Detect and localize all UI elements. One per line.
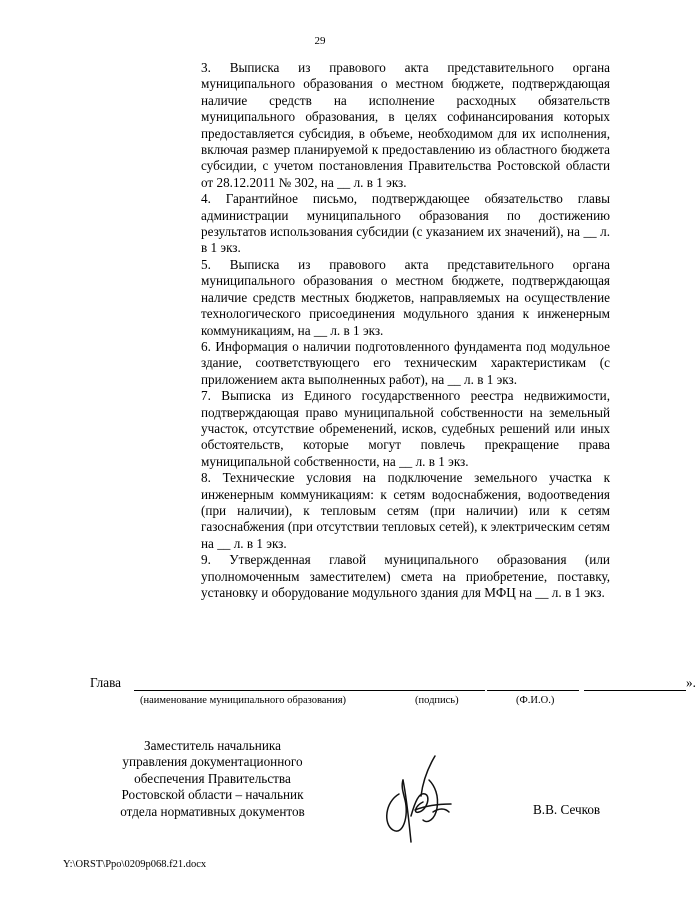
list-item: 6. Информация о наличии подготовленного фундамента под модульное здание, соответствующего его техническим характеристикам (с приложением акта выполненных работ), на __ л. в 1 экз. xyxy=(201,338,610,387)
page-number: 29 xyxy=(314,35,326,47)
position-line: обеспечения Правительства xyxy=(134,770,291,786)
name-blank-line xyxy=(584,690,686,691)
municipality-blank-line xyxy=(134,690,485,691)
position-line: управления документационного xyxy=(122,754,303,770)
head-label: Глава xyxy=(90,675,121,690)
signer-name: В.В. Сечков xyxy=(533,802,601,817)
position-line: отдела нормативных документов xyxy=(120,803,305,819)
signature-form-row xyxy=(90,675,696,695)
caption-name: (Ф.И.О.) xyxy=(516,695,555,706)
list-item: 5. Выписка из правового акта представительного органа муниципального образования о местном бюджете, подтверждающая наличие средств местных бюджетов, направляемых на осуществление технологического присоединения модульного здания к инженерным коммуникациям, на __ л. в 1 экз. xyxy=(201,256,610,338)
list-item: 4. Гарантийное письмо, подтверждающее обязательство главы администрации муниципального образования по достижению результатов использования субсидии (с указанием их значений), на __ л. в 1 экз. xyxy=(201,191,610,256)
list-item: 8. Технические условия на подключение земельного участка к инженерным коммуникациям: к сетям водоснабжения, водоотведения (при наличии), к тепловым сетям (при наличии) или к сетям газоснабжения (при отсутствии тепловых сетей), к электрическим сетям на __ л. в 1 экз. xyxy=(201,470,610,551)
caption-municipality: (наименование муниципального образования) xyxy=(140,695,347,706)
position-line: Заместитель начальника xyxy=(144,738,281,753)
list-item: 3. Выписка из правового акта представительного органа муниципального образования о местном бюджете, подтверждающая наличие средств на исполнение расходных обязательств муниципального образования, в целях софинансирования которых предоставляется субсидия, в объеме, необходимом для их исполнения, включая размер планируемой к предоставлению из областного бюджета субсидии, с учетом постановления Правительства Ростовской области от 28.12.2011 № 302, на __ л. в 1 экз. xyxy=(201,60,610,190)
caption-signature: (подпись) xyxy=(415,695,459,706)
official-position xyxy=(95,738,330,820)
list-item: 9. Утвержденная главой муниципального образования (или уполномоченным заместителем) смета на приобретение, поставку, установку и оборудование модульного здания для МФЦ на __ л. в 1 экз. xyxy=(201,552,610,600)
document-items xyxy=(201,60,610,601)
footer-file-path: Y:\ORST\Ppo\0209p068.f21.docx xyxy=(63,859,207,870)
signature-blank-line xyxy=(487,690,579,691)
position-line: Ростовской области – начальник xyxy=(121,787,304,803)
closing-quote: ». xyxy=(686,675,696,690)
list-item: 7. Выписка из Единого государственного реестра недвижимости, подтверждающая право муниципальной собственности на земельный участок, отсутствие обременений, исков, судебных решений или иных обстоятельств, которые могут повлечь прекращение права муниципальной собственности, на __ л. в 1 экз. xyxy=(201,388,610,469)
handwritten-signature xyxy=(375,750,455,845)
